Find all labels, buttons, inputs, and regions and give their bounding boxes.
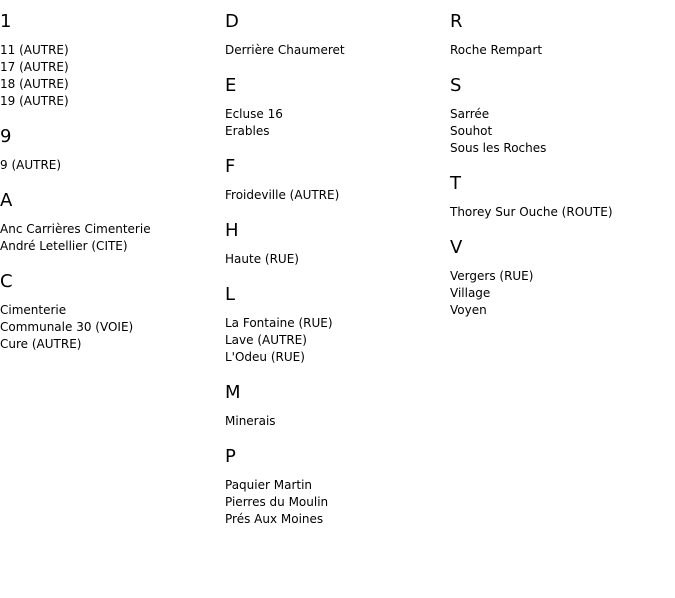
street-list bbox=[0, 221, 225, 255]
letter-section bbox=[450, 76, 675, 157]
street-link[interactable]: Lave (AUTRE) bbox=[225, 333, 307, 347]
letter-section bbox=[450, 174, 675, 221]
section-letter-heading: P bbox=[225, 446, 236, 467]
street-list bbox=[225, 42, 450, 59]
street-link[interactable]: Haute (RUE) bbox=[225, 252, 299, 266]
section-letter-heading: E bbox=[225, 75, 237, 96]
street-link[interactable]: Communale 30 (VOIE) bbox=[0, 320, 134, 334]
section-letter-heading: T bbox=[450, 173, 461, 194]
street-link[interactable]: Anc Carrières Cimenterie bbox=[0, 222, 151, 236]
street-link[interactable]: 11 (AUTRE) bbox=[0, 43, 69, 57]
street-link[interactable]: La Fontaine (RUE) bbox=[225, 316, 333, 330]
letter-section bbox=[0, 12, 225, 110]
section-letter-heading: L bbox=[225, 284, 236, 305]
letter-section bbox=[0, 191, 225, 255]
street-link[interactable]: André Letellier (CITE) bbox=[0, 239, 128, 253]
street-link[interactable]: Derrière Chaumeret bbox=[225, 43, 345, 57]
street-link[interactable]: 19 (AUTRE) bbox=[0, 94, 69, 108]
street-list bbox=[0, 42, 225, 110]
street-link[interactable]: Sous les Roches bbox=[450, 141, 547, 155]
letter-section bbox=[225, 157, 450, 204]
letter-section bbox=[450, 238, 675, 319]
street-list bbox=[450, 106, 675, 157]
street-link[interactable]: Village bbox=[450, 286, 491, 300]
section-letter-heading: A bbox=[0, 190, 13, 211]
street-link[interactable]: Erables bbox=[225, 124, 270, 138]
section-letter-heading: M bbox=[225, 382, 241, 403]
street-link[interactable]: Vergers (RUE) bbox=[450, 269, 534, 283]
section-letter-heading: H bbox=[225, 220, 239, 241]
street-link[interactable]: Paquier Martin bbox=[225, 478, 313, 492]
letter-section bbox=[0, 127, 225, 174]
section-letter-heading: 9 bbox=[0, 126, 12, 147]
street-list bbox=[450, 42, 675, 59]
street-link[interactable]: Minerais bbox=[225, 414, 276, 428]
section-letter-heading: D bbox=[225, 11, 239, 32]
street-list bbox=[225, 477, 450, 528]
street-link[interactable]: Sarrée bbox=[450, 107, 490, 121]
letter-section bbox=[225, 285, 450, 366]
street-link[interactable]: Souhot bbox=[450, 124, 493, 138]
street-link[interactable]: 9 (AUTRE) bbox=[0, 158, 62, 172]
index-column-3 bbox=[450, 12, 675, 336]
section-letter-heading: R bbox=[450, 11, 463, 32]
street-list bbox=[450, 268, 675, 319]
street-list bbox=[0, 157, 225, 174]
street-link[interactable]: Thorey Sur Ouche (ROUTE) bbox=[450, 205, 613, 219]
index-column-1 bbox=[0, 12, 225, 370]
street-link[interactable]: Roche Rempart bbox=[450, 43, 543, 57]
street-list bbox=[225, 251, 450, 268]
index-column-2 bbox=[225, 12, 450, 545]
street-link[interactable]: Voyen bbox=[450, 303, 487, 317]
street-link[interactable]: Cure (AUTRE) bbox=[0, 337, 82, 351]
street-link[interactable]: L'Odeu (RUE) bbox=[225, 350, 305, 364]
letter-section bbox=[450, 12, 675, 59]
street-link[interactable]: Cimenterie bbox=[0, 303, 67, 317]
street-list bbox=[225, 106, 450, 140]
letter-section bbox=[225, 221, 450, 268]
section-letter-heading: V bbox=[450, 237, 463, 258]
street-link[interactable]: Ecluse 16 bbox=[225, 107, 283, 121]
street-list bbox=[450, 204, 675, 221]
street-list bbox=[225, 315, 450, 366]
street-link[interactable]: 18 (AUTRE) bbox=[0, 77, 69, 91]
section-letter-heading: 1 bbox=[0, 11, 12, 32]
street-list bbox=[225, 413, 450, 430]
street-link[interactable]: Prés Aux Moines bbox=[225, 512, 324, 526]
letter-section bbox=[225, 447, 450, 528]
section-letter-heading: F bbox=[225, 156, 236, 177]
letter-section bbox=[0, 272, 225, 353]
street-list bbox=[0, 302, 225, 353]
street-link[interactable]: Froideville (AUTRE) bbox=[225, 188, 340, 202]
street-link[interactable]: Pierres du Moulin bbox=[225, 495, 329, 509]
letter-section bbox=[225, 76, 450, 140]
section-letter-heading: C bbox=[0, 271, 13, 292]
letter-section bbox=[225, 383, 450, 430]
section-letter-heading: S bbox=[450, 75, 462, 96]
street-list bbox=[225, 187, 450, 204]
letter-section bbox=[225, 12, 450, 59]
street-link[interactable]: 17 (AUTRE) bbox=[0, 60, 69, 74]
